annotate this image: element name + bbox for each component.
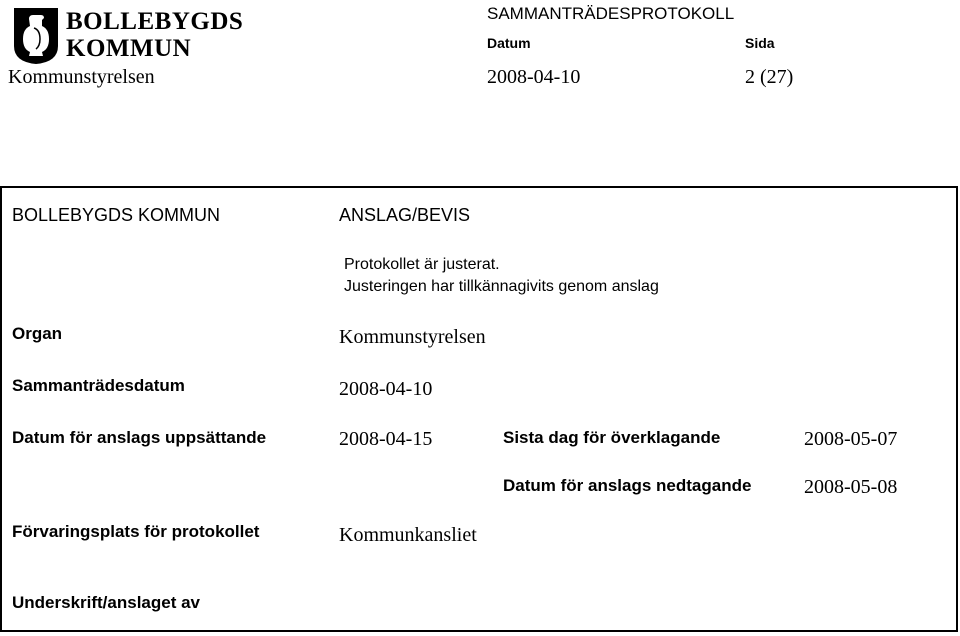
document-date: 2008-04-10 (487, 66, 581, 88)
municipality-logo-text (66, 8, 243, 62)
appeal-deadline-label: Sista dag för överklagande (503, 428, 721, 447)
appeal-deadline-value: 2008-05-07 (804, 428, 898, 450)
removal-date-value: 2008-05-08 (804, 476, 898, 498)
logo-line-2: KOMMUN (66, 35, 192, 62)
municipality-logo-icon (10, 6, 62, 66)
signature-label: Underskrift/anslaget av (12, 593, 201, 612)
statement-line-1: Protokollet är justerat. (344, 256, 500, 273)
document-type: SAMMANTRÄDESPROTOKOLL (487, 4, 735, 23)
certificate-municipality: BOLLEBYGDS KOMMUN (12, 205, 221, 225)
statement-line-2: Justeringen har tillkännagivits genom anslag (344, 278, 659, 295)
posting-date-label: Datum för anslags uppsättande (12, 428, 267, 447)
posting-certificate-box (0, 186, 958, 632)
meeting-date-label: Sammanträdesdatum (12, 376, 185, 395)
page-label: Sida (745, 35, 775, 51)
posting-date-value: 2008-04-15 (339, 428, 433, 450)
organ-label: Organ (12, 324, 63, 343)
organ-value: Kommunstyrelsen (339, 326, 486, 348)
meeting-date-value: 2008-04-10 (339, 378, 433, 400)
logo-line-1: BOLLEBYGDS (66, 8, 244, 35)
certificate-title: ANSLAG/BEVIS (339, 205, 471, 225)
storage-label: Förvaringsplats för protokollet (12, 522, 260, 541)
storage-value: Kommunkansliet (339, 524, 477, 546)
organ-name: Kommunstyrelsen (8, 66, 155, 88)
removal-date-label: Datum för anslags nedtagande (503, 476, 752, 495)
page-number: 2 (27) (745, 66, 794, 88)
date-label: Datum (487, 35, 531, 51)
